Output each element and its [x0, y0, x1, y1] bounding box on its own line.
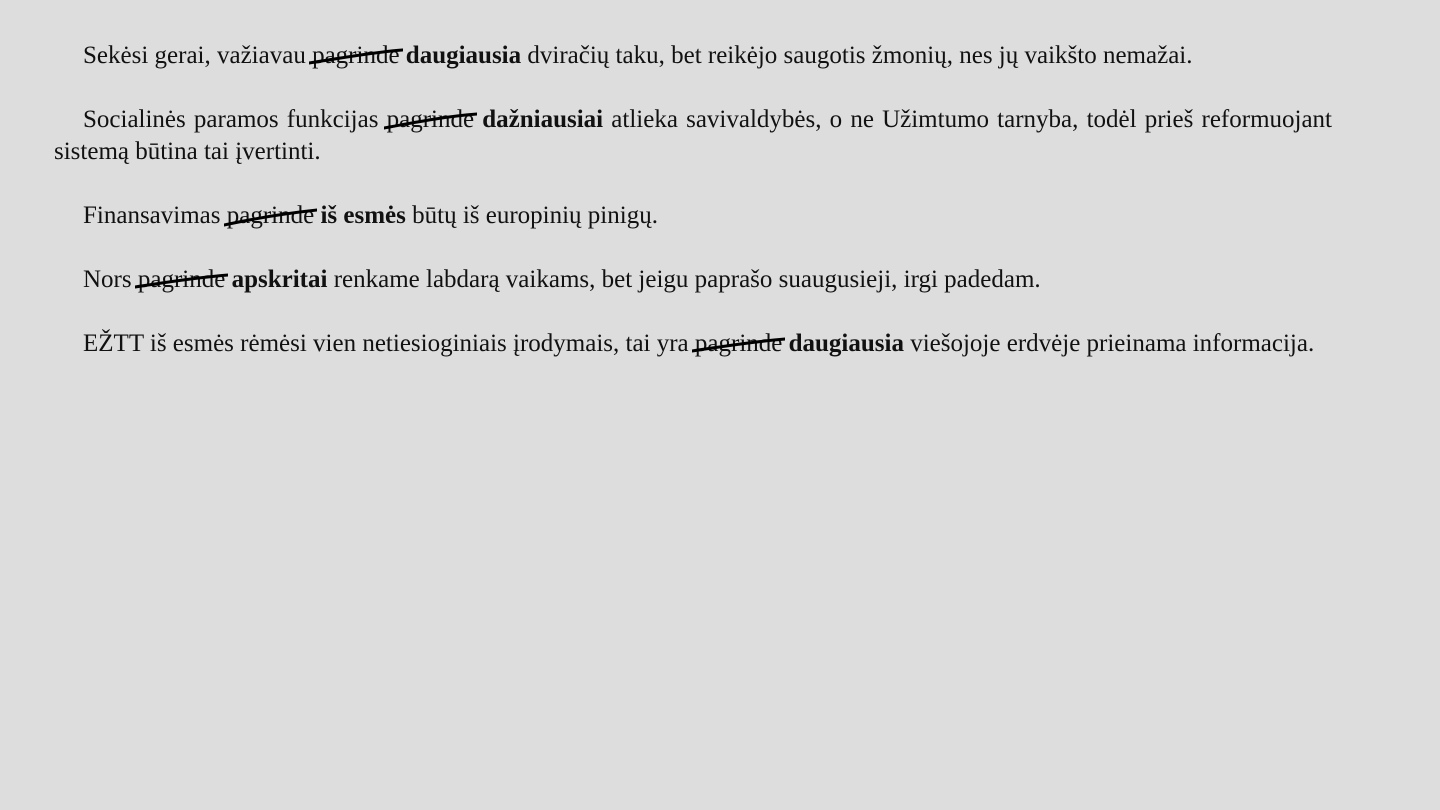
paragraph-text-before: EŽTT iš esmės rėmėsi vien netiesioginiais įrodymais, tai yra	[83, 330, 695, 357]
struck-word-text: pagrinde	[694, 330, 783, 357]
paragraph-text-before: Sekėsi gerai, važiavau	[83, 42, 313, 69]
replacement-word: daugiausia	[405, 42, 522, 69]
replacement-word: apskritai	[231, 266, 328, 293]
paragraph-text-after: renkame labdarą vaikams, bet jeigu paprašo suaugusieji, irgi padedam.	[327, 266, 1041, 293]
paragraph-text-before: Nors	[83, 266, 138, 293]
paragraph-3	[54, 200, 1332, 232]
struck-word	[227, 200, 314, 232]
struck-word	[138, 264, 225, 296]
paragraph-1	[54, 40, 1332, 72]
struck-word-text: pagrinde	[386, 106, 475, 133]
paragraph-text-before: Finansavimas	[83, 202, 227, 229]
struck-word-text: pagrinde	[137, 266, 226, 293]
paragraph-2	[54, 104, 1332, 168]
paragraph-text-before: Socialinės paramos funkcijas	[83, 106, 387, 133]
struck-word	[312, 40, 399, 72]
paragraph-text-after: viešojoje erdvėje prieinama informacija.	[903, 330, 1315, 357]
struck-word-text: pagrinde	[226, 202, 315, 229]
replacement-word: iš esmės	[320, 202, 406, 229]
document-body	[54, 40, 1332, 392]
paragraph-text-after: būtų iš europinių pinigų.	[405, 202, 658, 229]
struck-word-text: pagrinde	[312, 42, 400, 69]
paragraph-4	[54, 264, 1332, 296]
replacement-word: daugiausia	[788, 330, 904, 357]
paragraph-5	[54, 328, 1332, 360]
paragraph-text-after: dviračių taku, bet reikėjo saugotis žmonių, nes jų vaikšto nemažai.	[521, 42, 1193, 69]
struck-word	[695, 328, 782, 360]
paragraph-text-after: atlieka savivaldybės, o ne Užimtumo tarnyba, todėl prieš reformuojant sistemą būtina tai įvertinti.	[54, 106, 1332, 165]
struck-word	[387, 104, 474, 136]
replacement-word: dažniausiai	[482, 106, 604, 133]
